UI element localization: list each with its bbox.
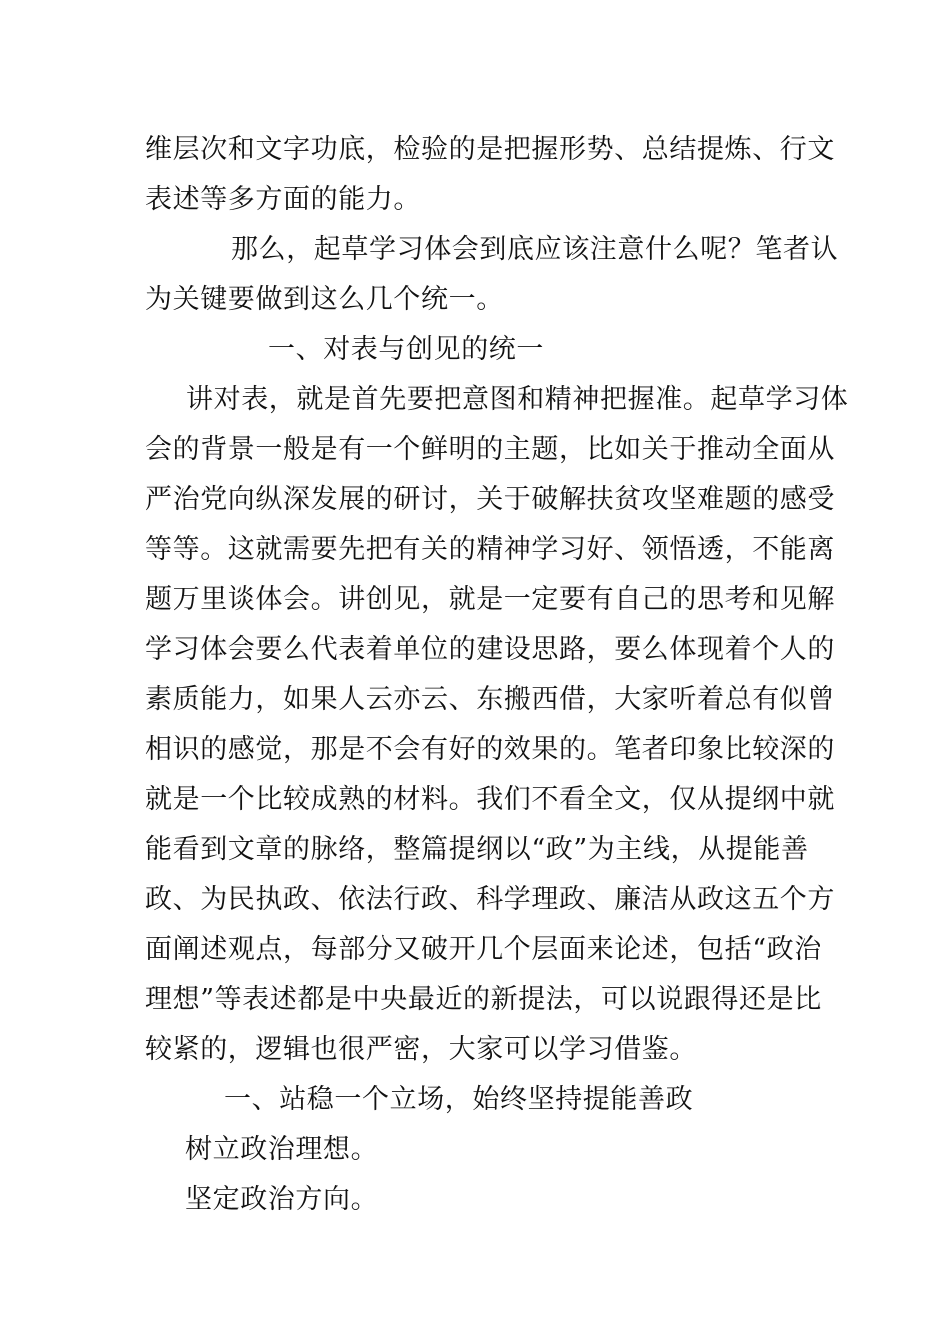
- body-text-line: 面阐述观点，每部分又破开几个层面来论述，包括“政治: [145, 934, 822, 965]
- body-text-line: 相识的感觉，那是不会有好的效果的。笔者印象比较深的: [145, 734, 835, 765]
- body-text-line: 学习体会要么代表着单位的建设思路，要么体现着个人的: [145, 634, 835, 665]
- body-text-line: 讲对表，就是首先要把意图和精神把握准。起草学习体: [186, 384, 849, 415]
- body-text-line: 那么，起草学习体会到底应该注意什么呢？笔者认: [231, 234, 839, 265]
- outline-heading: 一、站稳一个立场，始终坚持提能善政: [224, 1084, 694, 1115]
- body-text-line: 题万里谈体会。讲创见，就是一定要有自己的思考和见解: [145, 584, 835, 615]
- body-text-line: 理想”等表述都是中央最近的新提法，可以说跟得还是比: [145, 984, 822, 1015]
- body-text-line: 会的背景一般是有一个鲜明的主题，比如关于推动全面从: [145, 434, 835, 465]
- body-text-line: 表述等多方面的能力。: [145, 184, 421, 215]
- body-text-line: 严治党向纵深发展的研讨，关于破解扶贫攻坚难题的感受: [145, 484, 835, 515]
- body-text-line: 素质能力，如果人云亦云、东搬西借，大家听着总有似曾: [145, 684, 835, 715]
- section-heading: 一、对表与创见的统一: [268, 334, 544, 365]
- body-text-line: 为关键要做到这么几个统一。: [145, 284, 504, 315]
- outline-item: 坚定政治方向。: [185, 1184, 379, 1215]
- body-text-line: 较紧的，逻辑也很严密，大家可以学习借鉴。: [145, 1034, 697, 1065]
- body-text-line: 维层次和文字功底，检验的是把握形势、总结提炼、行文: [145, 134, 835, 165]
- body-text-line: 政、为民执政、依法行政、科学理政、廉洁从政这五个方: [145, 884, 835, 915]
- body-text-line: 等等。这就需要先把有关的精神学习好、领悟透，不能离: [145, 534, 835, 565]
- body-text-line: 能看到文章的脉络，整篇提纲以“政”为主线，从提能善: [145, 834, 809, 865]
- body-text-line: 就是一个比较成熟的材料。我们不看全文，仅从提纲中就: [145, 784, 835, 815]
- outline-item: 树立政治理想。: [185, 1134, 379, 1165]
